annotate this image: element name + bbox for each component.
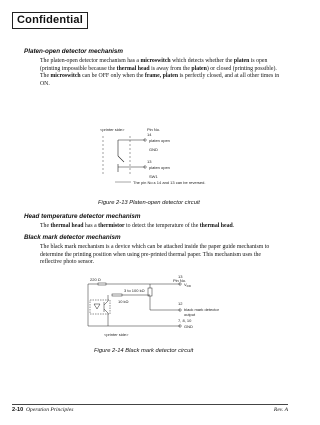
footer-rule [12,404,288,405]
heading-black-mark: Black mark detector mechanism [24,234,121,241]
fig1-gnd: GND [149,147,158,152]
fig1-pin14: 14 [147,132,152,137]
fig1-platen-open-1: platen open [149,138,170,143]
footer-left: 2-10 Operation Principles [12,407,74,413]
fig1-platen-open-2: platen open [149,165,170,170]
fig1-pin-no: Pin No. [147,127,161,132]
heading-head-temperature: Head temperature detector mechanism [24,213,141,220]
platen-open-circuit-diagram [0,96,300,185]
fig2-bm-output-1: black mark detector [184,307,219,312]
fig1-printer-side: <printer side> [100,127,125,132]
paragraph-head-temperature: The thermal head has a thermistor to detect the temperature of the thermal head. [40,223,235,229]
figure-2-14-caption: Figure 2-14 Black mark detector circuit [94,348,194,354]
paragraph-black-mark: The black mark mechanism is a device which can be attached inside the paper guide mechanism to determine the printing position when using pre-printed thermal paper. This mechanism uses the reflective photo sensor. [40,244,270,266]
paragraph-platen-open: The platen-open detector mechanism has a microswitch which detects whether the platen is open (printing impossible because the thermal head is away from the platen) or closed (printing possible). The microswitch can be OFF only when the frame, platen is perfectly closed, and at all other times in ON. [40,58,280,87]
fig2-r3: 10 kΩ [118,299,129,304]
footer-revision: Rev. A [273,407,288,413]
black-mark-circuit-diagram [0,270,300,345]
fig2-pin-no: Pin No. [173,278,187,283]
fig2-r2: 3 to 100 kΩ [124,288,145,293]
figure-2-13-caption: Figure 2-13 Platen-open detector circuit [98,200,200,206]
fig2-pin-gnd: 7, 8, 10 [178,318,192,323]
fig1-sw1: SW1 [149,174,158,179]
fig1-note: The pin No.s 14 and 13 can be reversed. [133,180,206,185]
fig2-pin12: 12 [178,301,183,306]
fig2-pin13: 13 [178,274,183,279]
fig1-pin13: 13 [147,159,152,164]
fig2-gnd: GND [184,324,193,329]
fig2-bm-output-2: output [184,312,196,317]
confidential-stamp: Confidential [12,12,88,29]
heading-platen-open: Platen-open detector mechanism [24,48,124,55]
fig2-printer-side: <printer side> [104,332,129,337]
fig2-r1: 220 Ω [90,277,101,282]
fig2-vdd: $V_{DD}$ [184,282,192,289]
